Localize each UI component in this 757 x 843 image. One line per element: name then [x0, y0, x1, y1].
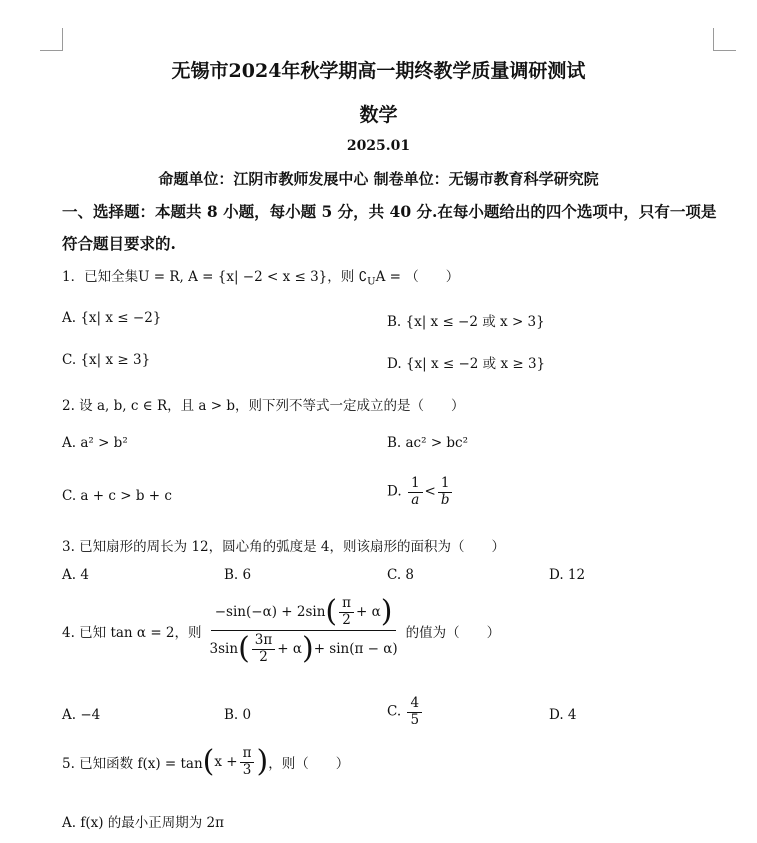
question-4-option-b: B. 0 — [224, 707, 252, 723]
section-instructions-line2: 符合题目要求的. — [62, 234, 176, 253]
question-5-stem: 5. 已知函数 f(x) = tan ( x + $\frac{\pi}{3}$ ) ，则（ ） — [62, 744, 350, 780]
question-2-option-a: A. a² > b² — [62, 435, 128, 451]
fraction: $\frac{1}{a}$ — [408, 476, 423, 508]
question-4-stem: 4. 已知 tan α = 2，则 −sin(−α) + 2sin ( $\frac{\pi}{2}$ + α ) 3sin ( $\frac{3\pi}{2}$ + α ) + sin(π − α) 的值为（ ） — [62, 594, 501, 667]
question-5-option-a: A. f(x) 的最小正周期为 2π — [62, 815, 225, 831]
fraction: $\frac{\pi}{3}$ — [240, 746, 255, 778]
question-4-option-a: A. −4 — [62, 707, 101, 723]
question-1-option-d: D. {x| x ≤ −2 或 x ≥ 3} — [387, 356, 546, 372]
question-3-option-b: B. 6 — [224, 567, 252, 583]
fraction: $\frac{\pi}{2}$ — [339, 596, 354, 628]
fraction: $\frac{3\pi}{2}$ — [252, 633, 275, 665]
exam-date: 2025.01 — [346, 138, 411, 154]
question-1-option-b: B. {x| x ≤ −2 或 x > 3} — [387, 314, 545, 330]
question-3-option-a: A. 4 — [62, 567, 89, 583]
question-2-option-d: D. $\frac{1}{a}$ < $\frac{1}{b}$ — [387, 476, 455, 508]
fraction: $\frac{4}{5}$ — [407, 696, 422, 728]
question-2-stem: 2. 设 a, b, c ∈ R，且 a > b，则下列不等式一定成立的是（ ） — [62, 398, 465, 414]
question-4-option-d: D. 4 — [549, 707, 577, 723]
main-numerator: −sin(−α) + 2sin ( $\frac{\pi}{2}$ + α ) — [211, 596, 397, 631]
exam-title: 无锡市2024年秋学期高一期终教学质量调研测试 — [171, 60, 586, 82]
question-1-option-a: A. {x| x ≤ −2} — [62, 310, 162, 326]
question-1-option-c: C. {x| x ≥ 3} — [62, 352, 151, 368]
question-3-option-c: C. 8 — [387, 567, 415, 583]
exam-subject: 数学 — [359, 104, 398, 126]
section-instructions-line1: 一、选择题：本题共 8 小题，每小题 5 分，共 40 分.在每小题给出的四个选项中，只有一项是 — [62, 202, 717, 221]
exam-units: 命题单位：江阴市教师发展中心 制卷单位：无锡市教育科学研究院 — [158, 170, 599, 188]
question-3-stem: 3. 已知扇形的周长为 12，圆心角的弧度是 4，则该扇形的面积为（ ） — [62, 539, 506, 555]
fraction: $\frac{1}{b}$ — [438, 476, 453, 508]
page-corner-top-left — [40, 28, 63, 51]
question-4-option-c: C. $\frac{4}{5}$ — [387, 696, 424, 728]
main-denominator: 3sin ( $\frac{3\pi}{2}$ + α ) + sin(π − α) — [209, 631, 398, 667]
main-fraction — [206, 596, 402, 665]
question-1-stem: 1．已知全集U = R, A = {x| −2 < x ≤ 3}，则 $∁_UA$ = （ ） — [62, 269, 460, 288]
question-3-option-d: D. 12 — [549, 567, 586, 583]
question-2-option-c: C. a + c > b + c — [62, 488, 172, 504]
question-2-option-b: B. ac² > bc² — [387, 435, 469, 451]
page-corner-top-right — [713, 28, 736, 51]
